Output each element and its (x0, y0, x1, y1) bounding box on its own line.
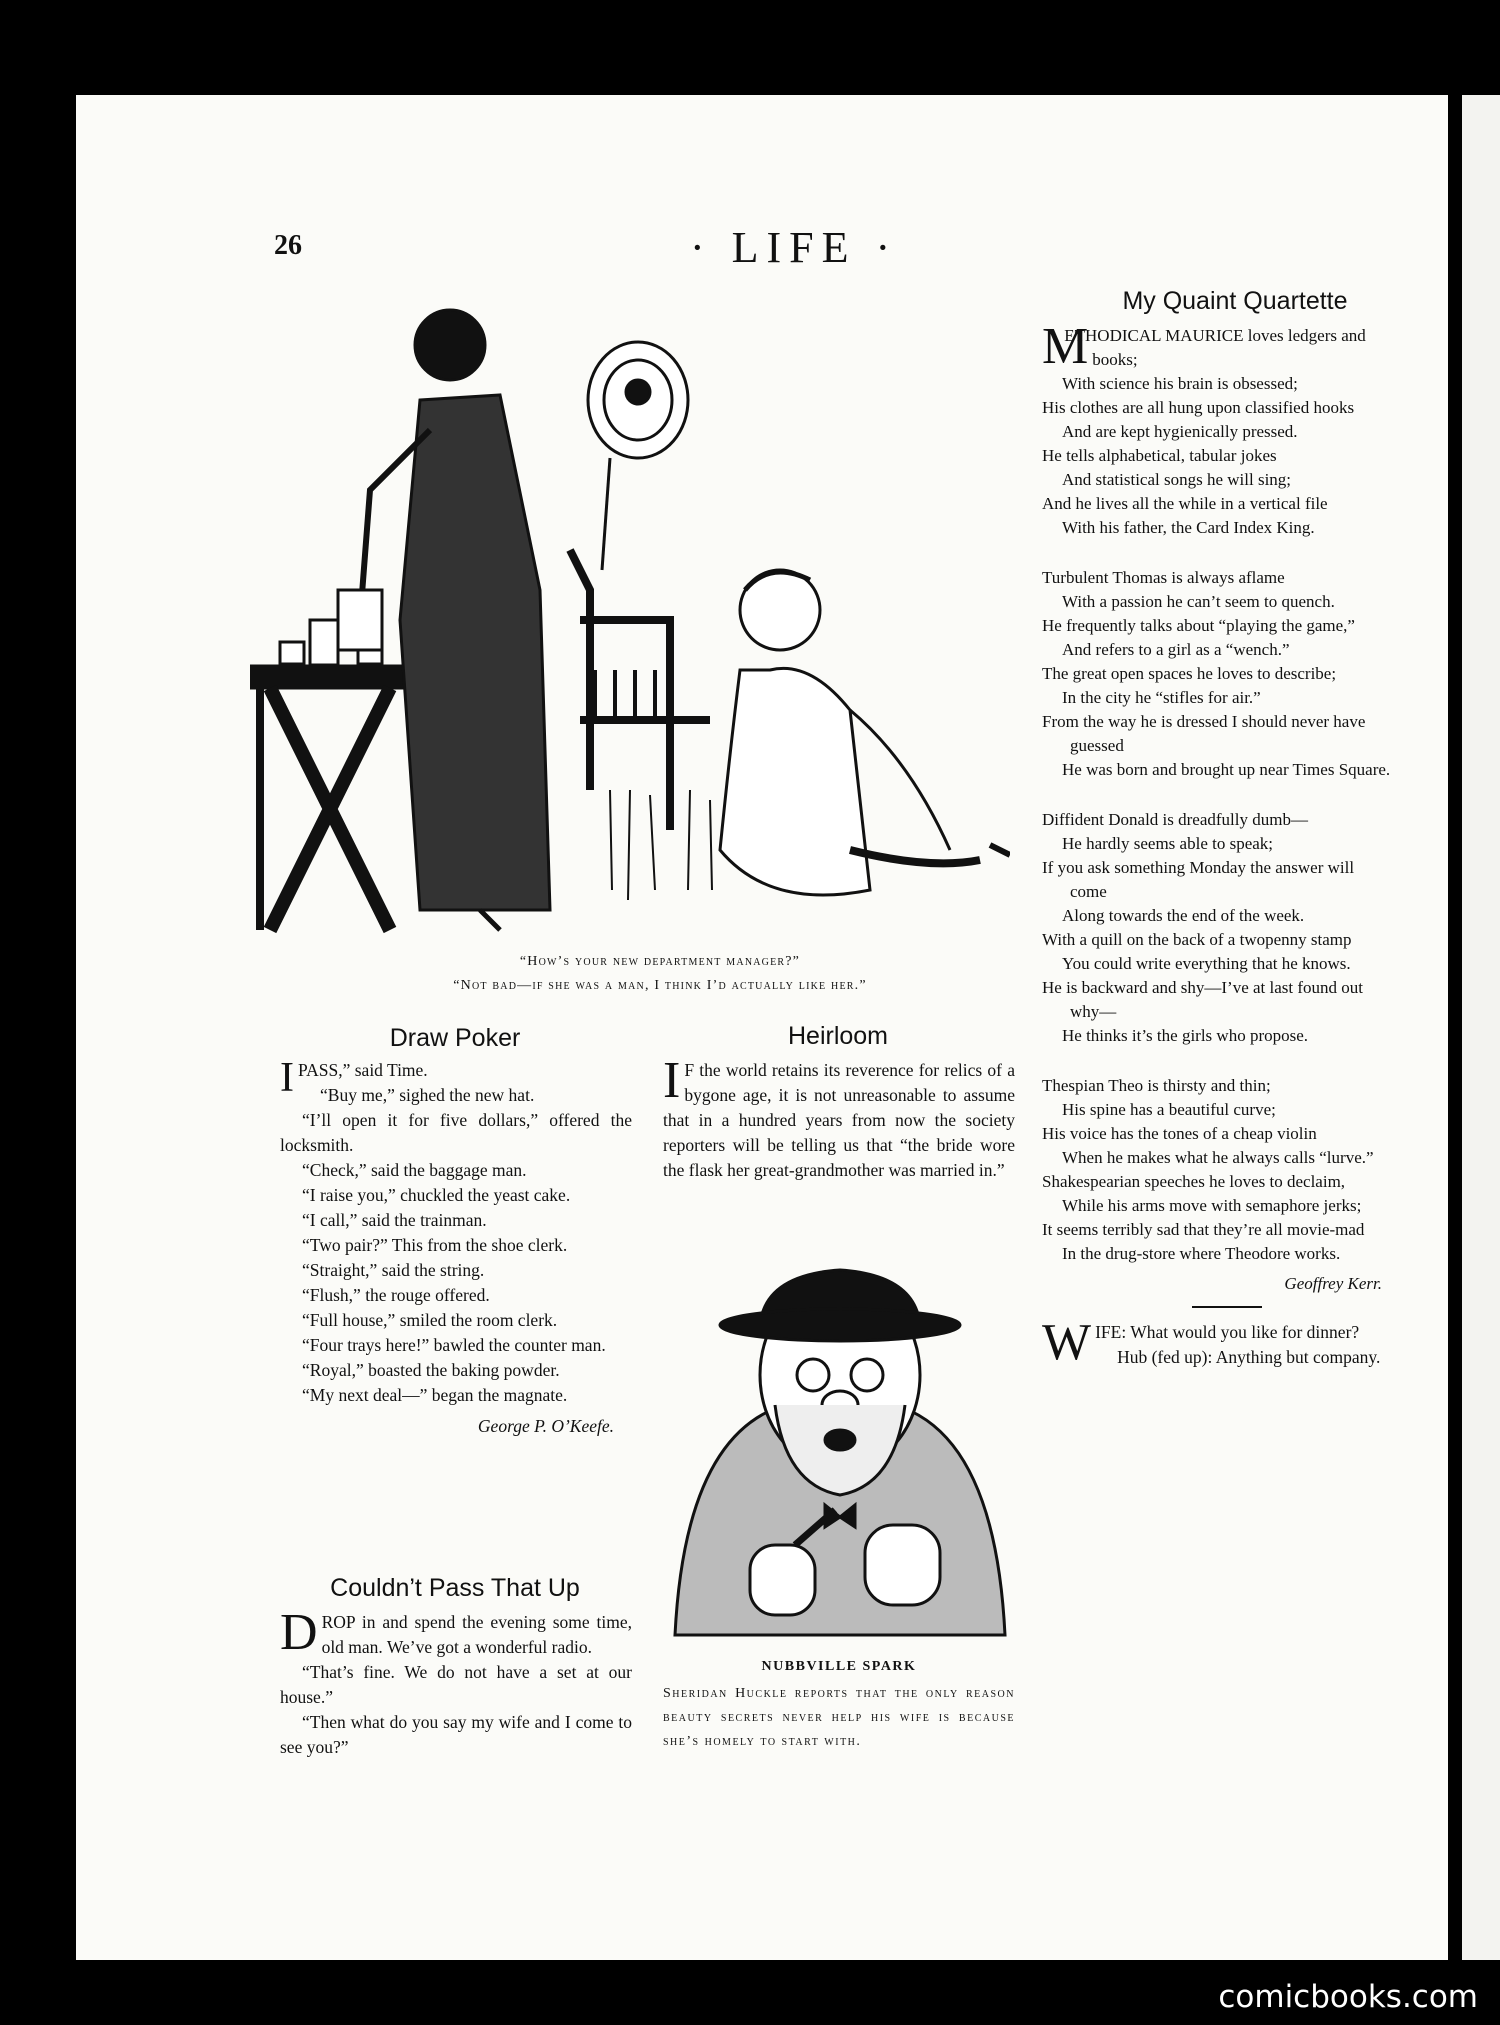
quartette-stanza-2 (1042, 566, 1392, 782)
poem-line: And refers to a girl as a “wench.” (1062, 640, 1290, 659)
poem-line: It seems terribly sad that they’re all movie-mad (1042, 1220, 1365, 1239)
poem-line: His clothes are all hung upon classified hooks (1042, 398, 1355, 417)
poem-line: While his arms move with semaphore jerks; (1062, 1196, 1362, 1215)
draw-poker-line: “Four trays here!” bawled the counter man. (302, 1335, 606, 1355)
heirloom-column (663, 1052, 1015, 1183)
draw-poker-line: “I call,” said the trainman. (302, 1210, 487, 1230)
cartoon2-title: NUBBVILLE SPARK (761, 1659, 917, 1674)
poem-line: With a quill on the back of a twopenny stamp (1042, 930, 1352, 949)
drop-cap: M (1042, 318, 1089, 375)
poem-line: Shakespearian speeches he loves to declaim, (1042, 1172, 1346, 1191)
poem-line: M ETHODICAL MAURICE loves ledgers and books; (1042, 318, 1366, 375)
draw-poker-line: “Full house,” smiled the room clerk. (302, 1310, 558, 1330)
couldnt-pass-line: DROP in and spend the evening some time, old man. We’ve got a wonderful radio. (280, 1604, 632, 1661)
couldnt-pass-title: Couldn’t Pass That Up (330, 1574, 580, 1602)
couldnt-pass-column (280, 1604, 632, 1760)
poem-line: With a passion he can’t seem to quench. (1062, 592, 1335, 611)
cartoon2-caption: Sheridan Huckle reports that the only reason beauty secrets never help his wife is because she’s homely to start with. (663, 1686, 1015, 1749)
poem-line: In the drug-store where Theodore works. (1062, 1244, 1341, 1263)
couldnt-pass-line: “Then what do you say my wife and I come to see you?” (280, 1712, 632, 1757)
draw-poker-line: “Buy me,” sighed the new hat. (320, 1085, 535, 1105)
draw-poker-column (280, 1055, 632, 1439)
quartette-stanza-1 (1042, 318, 1392, 540)
draw-poker-line: “I raise you,” chuckled the yeast cake. (302, 1185, 571, 1205)
draw-poker-line: “Check,” said the baggage man. (302, 1160, 527, 1180)
heirloom-text: I F the world retains its reverence for relics of a bygone age, it is not unreasonable to assume that in a hundred years from now the society reporters will be telling us that “the bride wore the flask her great-grandmother was married in.” (663, 1052, 1015, 1180)
caption-line-2: “Not bad—if she was a man, I think I’d actually like her.” (453, 978, 867, 993)
draw-poker-author: George P. O’Keefe. (477, 1416, 614, 1436)
page-number: 26 (274, 230, 302, 261)
poem-line: Diffident Donald is dreadfully dumb— (1042, 810, 1308, 829)
watermark: comicbooks.com (1218, 1979, 1478, 2015)
wife-joke-line: WIFE: What would you like for dinner? (1042, 1314, 1360, 1371)
wife-joke (1042, 1314, 1392, 1371)
poem-line: Along towards the end of the week. (1062, 906, 1305, 925)
draw-poker-line: “Flush,” the rouge offered. (302, 1285, 490, 1305)
draw-poker-line: “Two pair?” This from the shoe clerk. (302, 1235, 568, 1255)
draw-poker-line: “Royal,” boasted the baking powder. (302, 1360, 560, 1380)
couldnt-pass-line: “That’s fine. We do not have a set at our house.” (280, 1662, 632, 1707)
poem-line: And he lives all the while in a vertical file (1042, 494, 1328, 513)
quartette-title: My Quaint Quartette (1122, 287, 1348, 315)
draw-poker-line: “Straight,” said the string. (302, 1260, 485, 1280)
poem-line: He hardly seems able to speak; (1062, 834, 1274, 853)
quartette-author: Geoffrey Kerr. (1284, 1274, 1382, 1293)
poem-line: And are kept hygienically pressed. (1062, 422, 1298, 441)
poem-line: His spine has a beautiful curve; (1062, 1100, 1276, 1119)
poem-line: In the city he “stifles for air.” (1062, 688, 1261, 707)
poem-line: With his father, the Card Index King. (1062, 518, 1315, 537)
poem-line: He tells alphabetical, tabular jokes (1042, 446, 1277, 465)
poem-line: He was born and brought up near Times Square. (1062, 760, 1391, 779)
poem-line: He thinks it’s the girls who propose. (1062, 1026, 1309, 1045)
divider-rule (1192, 1306, 1262, 1308)
poem-line: His voice has the tones of a cheap violin (1042, 1124, 1317, 1143)
draw-poker-line: “I’ll open it for five dollars,” offered the locksmith. (280, 1110, 632, 1155)
drop-cap: D (280, 1604, 318, 1661)
quartette-stanza-3 (1042, 808, 1392, 1048)
masthead: · LIFE · (690, 223, 899, 272)
poem-line: Thespian Theo is thirsty and thin; (1042, 1076, 1271, 1095)
next-page-edge (1462, 95, 1500, 1960)
poem-line: Turbulent Thomas is always aflame (1042, 568, 1285, 587)
poem-line: If you ask something Monday the answer will come (1042, 858, 1355, 901)
drop-cap: I (663, 1052, 681, 1109)
poem-line: He frequently talks about “playing the game,” (1042, 616, 1355, 635)
poem-line: From the way he is dressed I should never have guessed (1042, 712, 1366, 755)
drop-cap: I (280, 1055, 294, 1101)
quartette-stanza-4 (1042, 1074, 1392, 1266)
wife-joke-line: Hub (fed up): Anything but company. (1117, 1347, 1381, 1367)
nubbville-spark-illustration (665, 1255, 1015, 1645)
draw-poker-line: IPASS,” said Time. (280, 1055, 428, 1101)
draw-poker-title: Draw Poker (389, 1024, 521, 1052)
poem-line: With science his brain is obsessed; (1062, 374, 1298, 393)
cartoon1-caption (280, 950, 1040, 998)
drop-cap: W (1042, 1314, 1092, 1371)
draw-poker-line: “My next deal—” began the magnate. (302, 1385, 568, 1405)
poem-line: He is backward and shy—I’ve at last found out why— (1042, 978, 1364, 1021)
quartette-poem (1042, 318, 1392, 1371)
poem-line: And statistical songs he will sing; (1062, 470, 1292, 489)
cartoon-two-women-illustration (250, 290, 1010, 940)
poem-line: You could write everything that he knows. (1062, 954, 1351, 973)
heirloom-title: Heirloom (787, 1022, 889, 1050)
poem-line: When he makes what he always calls “lurve.” (1062, 1148, 1374, 1167)
caption-line-1: “How’s your new department manager?” (519, 954, 801, 969)
poem-line: The great open spaces he loves to describe; (1042, 664, 1337, 683)
